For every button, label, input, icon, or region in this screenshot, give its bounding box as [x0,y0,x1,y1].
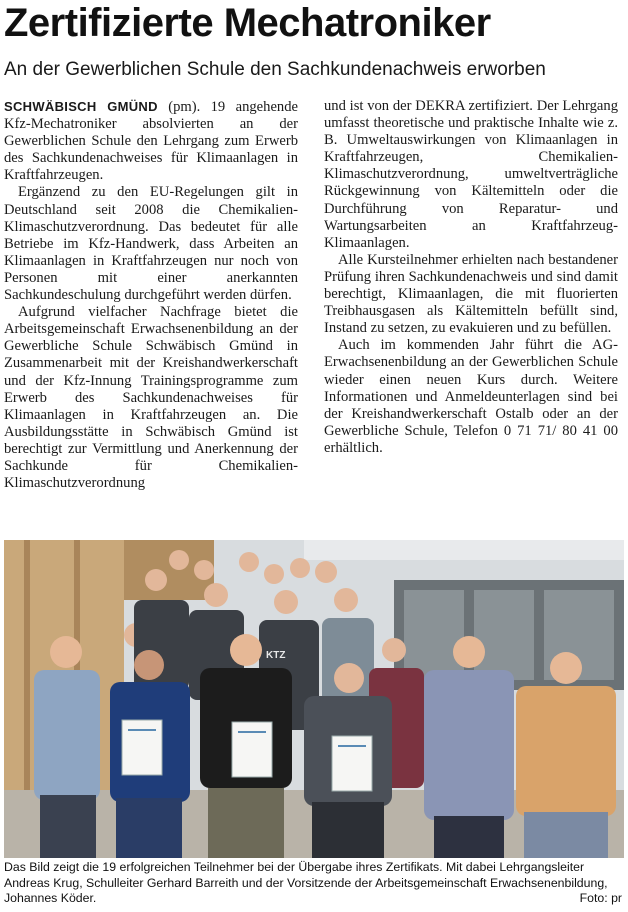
shirt-print: KTZ [266,650,286,661]
group-photo [4,540,624,858]
paragraph: Auch im kommenden Jahr führt die AG-Erwachsenenbildung an der Gewerblichen Schule wieder einen neuen Kurs durch. Weitere Informationen und Anmeldeunterlagen sind bei der Kreishandwerkerschaft Ostalb oder an der Gewerbliche Schule, Telefon 0 71 71/ 80 41 00 erhältlich. [324,337,618,456]
article-column-right [324,98,618,457]
paragraph-text: (pm). 19 angehende Kfz-Mechatroniker absolvierten an der Gewerblichen Schule den Lehrgang zum Erwerb des Sachkundenachweises für Klimaanlagen in Kraftfahrzeugen. [4,99,298,184]
paragraph: Ergänzend zu den EU-Regelungen gilt in Deutschland seit 2008 die Chemikalien-Klimaschutzverordnung. Das bedeutet für alle Betriebe im Kfz-Handwerk, dass Arbeiten an Klimaanlagen in Kraftfahrzeugen nur noch von Personen mit einer anerkannten Sachkundeschulung durchgeführt werden dürfen. [4,184,298,304]
headline: Zertifizierte Mechatroniker [4,1,491,45]
paragraph: und ist von der DEKRA zertifiziert. Der Lehrgang umfasst theoretische und praktische Inhalte wie z. B. Umweltauswirkungen von Klimaanlagen in Kraftfahrzeugen, Chemikalien-Klimaschutzverordnung, umweltverträgliche Rückgewinnung von Kältemitteln oder die Durchführung von Reparatur- und Wartungsarbeiten an Kraftfahrzeug-Klimaanlagen. [324,98,618,251]
paragraph [4,98,298,184]
dateline: SCHWÄBISCH GMÜND [4,99,158,114]
paragraph: Alle Kursteilnehmer erhielten nach bestandener Prüfung ihren Sachkundenachweis und sind damit berechtigt, Klimaanlagen, die mit fluorierten Treibhausgasen als Kältemitteln befüllt sind, Instand zu setzen, zu evakuieren und zu befüllen. [324,251,618,337]
photo-caption: Das Bild zeigt die 19 erfolgreichen Teilnehmer bei der Übergabe ihres Zertifikats. Mit dabei Lehrgangsleiter Andreas Krug, Schulleiter Gerhard Barreith und der Vorsitzende der Arbeitsgemeinschaft Erwachsenenbildung, Johannes Köder. [4,860,608,905]
certificate-1 [122,720,162,775]
paragraph: Aufgrund vielfacher Nachfrage bietet die Arbeitsgemeinschaft Erwachsenenbildung an der Gewerbliche Schule Schwäbisch Gmünd in Zusammenarbeit mit der Kreishandwerkerschaft und der Kfz-Innung Trainingsprogramme zum Erwerb des Sachkundenachweises für Klimaanlagen in Kraftfahrzeugen an. Die Ausbildungsstätte in Schwäbisch Gmünd ist berechtigt zur Vermittlung und Anerkennung der Sachkunde für Chemikalien-Klimaschutzverordnung [4,304,298,492]
photo-credit: Foto: pr [579,891,622,905]
certificate-2 [232,722,272,777]
certificate-3 [332,736,372,791]
group-photo-illustration [4,540,624,858]
article-column-left [4,98,298,492]
subheadline: An der Gewerblichen Schule den Sachkundenachweis erworben [4,59,546,80]
